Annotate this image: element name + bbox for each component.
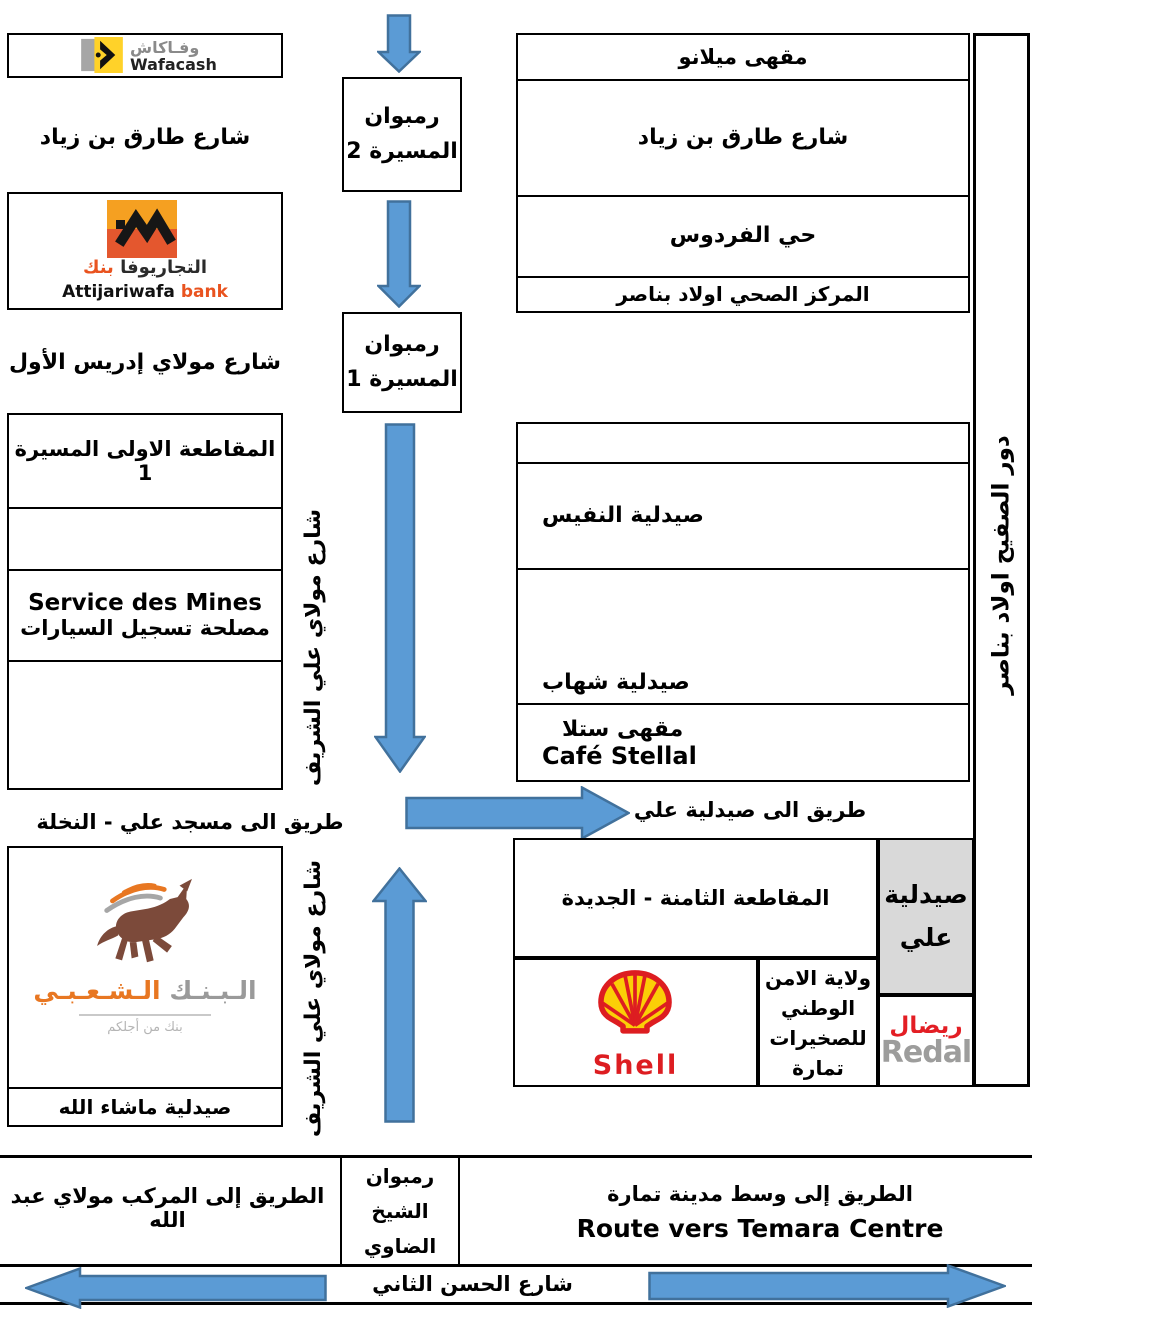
roundabout-massira2-box: [342, 77, 462, 192]
pharmacy-ali-line2: علي: [899, 922, 953, 952]
roundabout2-line2: المسيرة 2: [346, 138, 458, 164]
right-top-table: [516, 33, 970, 313]
roundabout-sheikh-line3: الضاوي: [363, 1233, 437, 1258]
wafacash-box: [7, 33, 283, 78]
road-temara-ar-label: الطريق إلى وسط مدينة تمارة: [607, 1181, 913, 1206]
banque-populaire-horse-icon: [81, 876, 211, 972]
roundabout2-line1: رمبوان: [364, 104, 440, 130]
roundabout1-line2: المسيرة 1: [346, 366, 458, 392]
road-temara-fr-label: Route vers Temara Centre: [576, 1213, 944, 1243]
shantytown-strip-label: دور الصفيح اولاد بناصر: [988, 435, 1015, 695]
awb-arabic-main: التجاريوفا: [120, 257, 208, 278]
shell-box: [513, 958, 758, 1087]
service-mines-fr-label: Service des Mines: [28, 589, 262, 616]
cafe-milano-cell: مقهى ميلانو: [678, 45, 808, 69]
redal-arabic-label: ريضال: [889, 1012, 963, 1039]
roundabout-sheikh-line2: الشيخ: [371, 1198, 429, 1223]
arrow-down-top-icon: [377, 14, 421, 73]
cafe-stella-ar-label: مقهى ستلا: [562, 717, 684, 742]
street-hassan-label: شارع الحسن الثاني: [372, 1272, 573, 1296]
pharmacy-machaallah-cell: صيدلية ماشاء الله: [58, 1094, 232, 1119]
attijariwafa-box: [7, 192, 283, 310]
arrow-right-hassan-icon: [648, 1264, 1006, 1308]
health-center-cell: المركز الصحي اولاد بناصر: [616, 282, 870, 306]
bp-underline: [79, 1014, 211, 1016]
street-ali-cherif-vertical-1: شارع مولاي علي الشريف: [301, 508, 327, 787]
redal-latin-label: Redal: [880, 1034, 972, 1070]
wilaya-line2: الوطني: [780, 995, 856, 1020]
roundabout-sheikh-line1: رمبوان: [365, 1163, 435, 1188]
left-table-empty-cell-2: [9, 660, 281, 792]
banque-populaire-box: [7, 846, 283, 1127]
awb-arabic-orange: بنك: [82, 257, 114, 278]
pharmacy-ali-box: [878, 838, 974, 995]
arrow-right-road-icon: [405, 786, 630, 840]
pharmacy-nafis-cell: صيدلية النفيس: [542, 502, 704, 528]
pharmacy-ali-line1: صيدلية: [884, 880, 968, 909]
bp-name-gray: الـبـنـك: [169, 976, 257, 1005]
wilaya-line1: ولاية الامن: [764, 965, 872, 990]
arrow-up-icon: [372, 867, 427, 1123]
road-mosque-label: طريق الى مسجد علي - النخلة: [36, 810, 344, 834]
street-tariq-right-label: شارع طارق بن زياد: [637, 124, 849, 150]
cafe-stella-cell: [518, 703, 968, 784]
wafacash-arabic-label: وفـاكاش: [130, 38, 200, 58]
roundabout-massira1-box: [342, 312, 462, 413]
arrow-down-mid-icon: [377, 200, 421, 308]
bp-name-orange: الـشـعـبـي: [33, 976, 161, 1005]
awb-latin-orange: bank: [180, 282, 228, 302]
roundabout-sheikh-box: [340, 1158, 460, 1264]
bp-tagline: بنك من أجلكم: [107, 1020, 183, 1035]
wafacash-logo-icon: [81, 37, 123, 77]
right-mid-empty-cell: [518, 424, 968, 462]
arrow-down-long-icon: [374, 423, 426, 773]
left-table-empty-cell-1: [9, 507, 281, 569]
wilaya-box: [758, 958, 878, 1087]
cafe-stella-fr-label: Café Stellal: [542, 742, 697, 770]
bottom-road-top-line: [0, 1155, 1032, 1158]
wafacash-latin-label: Wafacash: [130, 55, 217, 74]
street-idriss-label: شارع مولاي إدريس الأول: [8, 349, 282, 375]
wilaya-line4: تمارة: [792, 1055, 844, 1080]
road-pharmacy-ali-label: طريق الى صيدلية علي: [633, 798, 867, 822]
street-tariq-left-label: شارع طارق بن زياد: [39, 124, 251, 150]
arrow-left-hassan-icon: [25, 1267, 327, 1309]
service-mines-cell: [9, 569, 281, 660]
redal-box: [878, 995, 974, 1087]
road-complex-label: الطريق إلى المركب مولاي عبد الله: [10, 1184, 325, 1232]
hay-firdaws-cell: حي الفردوس: [669, 223, 817, 248]
awb-latin-main: Attijariwafa: [62, 282, 175, 302]
wilaya-line3: للصخيرات: [769, 1025, 867, 1050]
shell-label: Shell: [592, 1050, 679, 1081]
pharmacy-chihab-cell: صيدلية شهاب: [542, 670, 690, 695]
service-mines-ar-label: مصلحة تسجيل السيارات: [20, 615, 270, 640]
shell-logo-icon: [589, 968, 681, 1048]
left-blocks-table: [7, 413, 283, 790]
street-ali-cherif-vertical-2: شارع مولاي علي الشريف: [301, 859, 327, 1137]
attijariwafa-logo-icon: [107, 200, 177, 262]
district8-box: المقاطعة الثامنة - الجديدة: [513, 838, 878, 958]
right-mid-table: [516, 422, 970, 782]
road-temara-cell: [480, 1168, 1040, 1256]
roundabout1-line1: رمبوان: [364, 332, 440, 358]
district1-cell: المقاطعة الاولى المسيرة 1: [14, 437, 276, 485]
